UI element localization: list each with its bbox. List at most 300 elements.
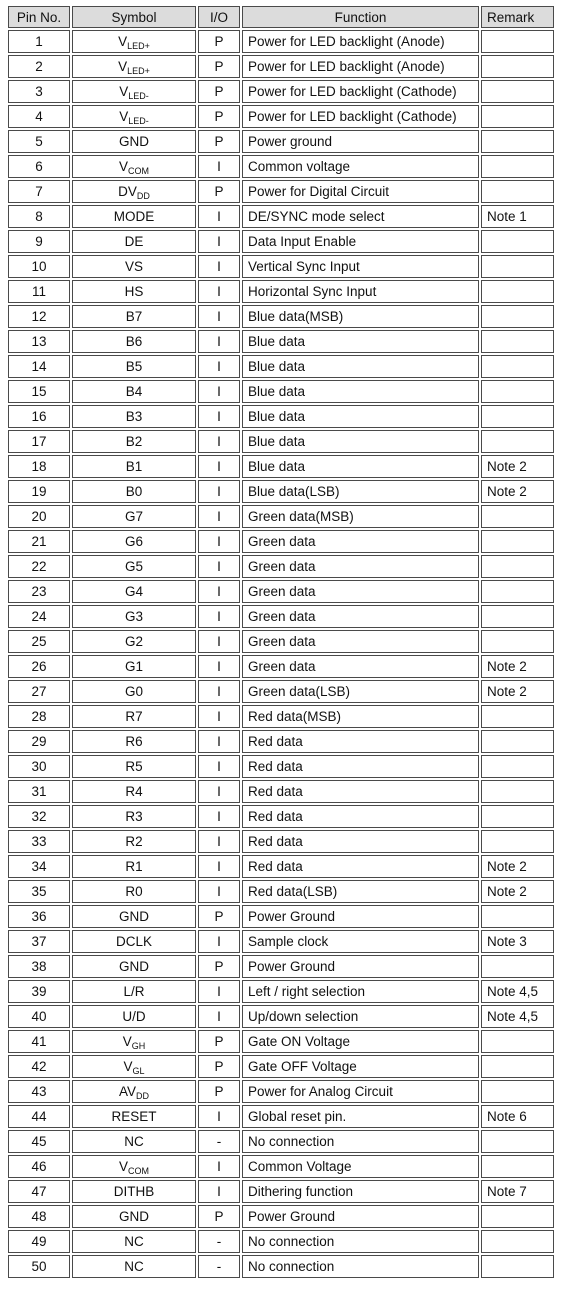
pin-remark [481, 1080, 554, 1103]
pin-io: P [198, 1055, 240, 1078]
pin-function: Power for LED backlight (Anode) [242, 55, 479, 78]
pin-number: 22 [8, 555, 70, 578]
pin-function: Gate OFF Voltage [242, 1055, 479, 1078]
symbol-text: V [122, 1034, 132, 1049]
pin-remark [481, 380, 554, 403]
pin-symbol [72, 580, 196, 603]
pin-symbol [72, 1005, 196, 1028]
table-row [8, 1030, 554, 1053]
pin-io: I [198, 330, 240, 353]
pin-remark [481, 505, 554, 528]
pin-number: 49 [8, 1230, 70, 1253]
symbol-text: R7 [125, 709, 143, 724]
symbol-text: GND [119, 909, 149, 924]
header-io: I/O [198, 6, 240, 28]
table-row [8, 555, 554, 578]
pin-io: I [198, 705, 240, 728]
table-row [8, 130, 554, 153]
pin-function: Common voltage [242, 155, 479, 178]
pin-io: P [198, 80, 240, 103]
pin-remark [481, 780, 554, 803]
symbol-text: G1 [124, 659, 143, 674]
pin-number: 24 [8, 605, 70, 628]
pin-remark: Note 6 [481, 1105, 554, 1128]
pin-function: Power for LED backlight (Cathode) [242, 80, 479, 103]
pin-remark [481, 355, 554, 378]
pin-number: 28 [8, 705, 70, 728]
pin-function: Blue data [242, 355, 479, 378]
pin-remark [481, 1205, 554, 1228]
pin-number: 42 [8, 1055, 70, 1078]
table-row [8, 1205, 554, 1228]
symbol-subscript: COM [128, 166, 149, 176]
pin-function: Red data [242, 805, 479, 828]
pin-symbol [72, 1080, 196, 1103]
symbol-text: GND [119, 959, 149, 974]
pin-function: Green data [242, 555, 479, 578]
symbol-text: R0 [125, 884, 143, 899]
table-row [8, 705, 554, 728]
pin-symbol [72, 830, 196, 853]
symbol-subscript: LED+ [127, 41, 150, 51]
pin-io: P [198, 130, 240, 153]
pin-remark: Note 2 [481, 855, 554, 878]
pin-symbol [72, 880, 196, 903]
pin-number: 12 [8, 305, 70, 328]
header-pin-no: Pin No. [8, 6, 70, 28]
pin-number: 29 [8, 730, 70, 753]
pin-io: I [198, 605, 240, 628]
pin-number: 11 [8, 280, 70, 303]
pin-remark: Note 1 [481, 205, 554, 228]
pin-function: Red data [242, 830, 479, 853]
pin-io: I [198, 455, 240, 478]
symbol-text: MODE [113, 209, 155, 224]
pin-number: 26 [8, 655, 70, 678]
pin-symbol [72, 930, 196, 953]
pin-number: 31 [8, 780, 70, 803]
table-row [8, 230, 554, 253]
header-remark: Remark [481, 6, 554, 28]
pin-io: I [198, 855, 240, 878]
pin-remark [481, 555, 554, 578]
symbol-text: G3 [124, 609, 143, 624]
pin-io: P [198, 905, 240, 928]
pin-number: 39 [8, 980, 70, 1003]
pin-remark [481, 255, 554, 278]
pin-symbol [72, 205, 196, 228]
pin-io: P [198, 1205, 240, 1228]
pin-io: P [198, 180, 240, 203]
pin-function: Blue data [242, 405, 479, 428]
pin-number: 48 [8, 1205, 70, 1228]
pin-remark: Note 2 [481, 880, 554, 903]
pin-function: Blue data(MSB) [242, 305, 479, 328]
pin-io: - [198, 1230, 240, 1253]
pin-symbol [72, 955, 196, 978]
pin-remark [481, 55, 554, 78]
pin-number: 15 [8, 380, 70, 403]
symbol-text: G5 [124, 559, 143, 574]
pin-symbol [72, 280, 196, 303]
table-row [8, 255, 554, 278]
pin-remark: Note 2 [481, 455, 554, 478]
table-row [8, 105, 554, 128]
pin-function: Vertical Sync Input [242, 255, 479, 278]
table-row [8, 680, 554, 703]
pin-remark [481, 630, 554, 653]
pin-number: 9 [8, 230, 70, 253]
table-row [8, 605, 554, 628]
symbol-text: G0 [124, 684, 143, 699]
pin-function: Red data [242, 755, 479, 778]
pin-symbol [72, 105, 196, 128]
table-row [8, 180, 554, 203]
table-row [8, 905, 554, 928]
pin-remark [481, 305, 554, 328]
table-row [8, 505, 554, 528]
symbol-text: DE [124, 234, 144, 249]
symbol-text: VS [124, 259, 143, 274]
pin-number: 27 [8, 680, 70, 703]
pin-function: Green data [242, 580, 479, 603]
pin-symbol [72, 980, 196, 1003]
pin-remark [481, 330, 554, 353]
symbol-text: R5 [125, 759, 143, 774]
pin-number: 7 [8, 180, 70, 203]
pin-remark [481, 1155, 554, 1178]
symbol-text: B6 [125, 334, 143, 349]
symbol-text: GND [119, 1209, 149, 1224]
pin-symbol [72, 730, 196, 753]
pin-io: I [198, 355, 240, 378]
symbol-text: R6 [125, 734, 143, 749]
pin-number: 8 [8, 205, 70, 228]
table-row [8, 1230, 554, 1253]
pin-io: I [198, 480, 240, 503]
pin-symbol [72, 1155, 196, 1178]
symbol-text: NC [124, 1134, 144, 1149]
pin-number: 20 [8, 505, 70, 528]
pin-function: Blue data [242, 430, 479, 453]
pin-remark [481, 705, 554, 728]
pin-function: No connection [242, 1130, 479, 1153]
pin-io: I [198, 755, 240, 778]
pin-io: I [198, 530, 240, 553]
table-row [8, 880, 554, 903]
table-row [8, 980, 554, 1003]
symbol-text: U/D [122, 1009, 146, 1024]
table-row [8, 830, 554, 853]
symbol-text: B5 [125, 359, 143, 374]
pin-function: Common Voltage [242, 1155, 479, 1178]
pin-function: Global reset pin. [242, 1105, 479, 1128]
table-row [8, 1255, 554, 1278]
table-row [8, 1005, 554, 1028]
symbol-text: B1 [125, 459, 143, 474]
pin-number: 14 [8, 355, 70, 378]
table-row [8, 430, 554, 453]
table-row [8, 405, 554, 428]
pin-remark [481, 1130, 554, 1153]
pin-symbol [72, 480, 196, 503]
symbol-text: R2 [125, 834, 143, 849]
table-row [8, 630, 554, 653]
pin-io: I [198, 405, 240, 428]
pin-symbol [72, 1180, 196, 1203]
pin-symbol [72, 505, 196, 528]
pin-symbol [72, 180, 196, 203]
pin-io: I [198, 1155, 240, 1178]
table-header-row [8, 6, 554, 28]
pin-number: 46 [8, 1155, 70, 1178]
pin-function: Red data(MSB) [242, 705, 479, 728]
pin-symbol [72, 805, 196, 828]
pin-remark [481, 405, 554, 428]
pin-symbol [72, 305, 196, 328]
pin-function: Sample clock [242, 930, 479, 953]
pin-number: 32 [8, 805, 70, 828]
pin-io: I [198, 680, 240, 703]
pin-symbol [72, 55, 196, 78]
pin-symbol [72, 455, 196, 478]
symbol-text: R3 [125, 809, 143, 824]
pin-symbol [72, 855, 196, 878]
pin-function: Green data [242, 655, 479, 678]
pin-remark [481, 430, 554, 453]
pin-number: 50 [8, 1255, 70, 1278]
pin-function: Blue data [242, 330, 479, 353]
pin-io: I [198, 880, 240, 903]
pin-io: - [198, 1255, 240, 1278]
table-row [8, 80, 554, 103]
pin-function: Blue data [242, 380, 479, 403]
pin-remark [481, 955, 554, 978]
symbol-subscript: LED+ [127, 66, 150, 76]
pin-symbol [72, 780, 196, 803]
pin-symbol [72, 1055, 196, 1078]
pin-assignment-table [6, 4, 556, 1280]
pin-function: Green data(MSB) [242, 505, 479, 528]
pin-function: Green data [242, 605, 479, 628]
pin-function: Power Ground [242, 905, 479, 928]
table-row [8, 1055, 554, 1078]
pin-symbol [72, 1205, 196, 1228]
table-body [8, 30, 554, 1278]
pin-remark [481, 755, 554, 778]
pin-remark [481, 530, 554, 553]
pin-io: I [198, 980, 240, 1003]
symbol-text: G7 [124, 509, 143, 524]
pin-function: Blue data [242, 455, 479, 478]
table-row [8, 1155, 554, 1178]
pin-symbol [72, 755, 196, 778]
pin-number: 47 [8, 1180, 70, 1203]
table-row [8, 730, 554, 753]
pin-remark [481, 830, 554, 853]
pin-remark: Note 2 [481, 480, 554, 503]
pin-io: I [198, 630, 240, 653]
pin-remark [481, 180, 554, 203]
pin-function: Power Ground [242, 1205, 479, 1228]
pin-io: P [198, 105, 240, 128]
pin-symbol [72, 1230, 196, 1253]
pin-number: 21 [8, 530, 70, 553]
symbol-text: V [118, 59, 128, 74]
symbol-subscript: DD [136, 191, 150, 201]
symbol-text: B0 [125, 484, 143, 499]
table-row [8, 530, 554, 553]
table-row [8, 1105, 554, 1128]
symbol-text: V [119, 84, 129, 99]
symbol-text: V [118, 1159, 128, 1174]
symbol-text: V [123, 1059, 133, 1074]
pin-io: I [198, 830, 240, 853]
pin-number: 17 [8, 430, 70, 453]
table-row [8, 1130, 554, 1153]
pin-remark: Note 3 [481, 930, 554, 953]
symbol-text: B3 [125, 409, 143, 424]
table-row [8, 280, 554, 303]
pin-symbol [72, 80, 196, 103]
pin-function: Red data [242, 730, 479, 753]
pin-io: I [198, 305, 240, 328]
table-row [8, 380, 554, 403]
symbol-subscript: GL [132, 1066, 145, 1076]
pin-io: I [198, 1180, 240, 1203]
pin-number: 16 [8, 405, 70, 428]
pin-remark [481, 730, 554, 753]
pin-io: I [198, 380, 240, 403]
table-row [8, 330, 554, 353]
table-row [8, 755, 554, 778]
symbol-text: NC [124, 1234, 144, 1249]
pin-symbol [72, 430, 196, 453]
pin-remark [481, 130, 554, 153]
pin-symbol [72, 705, 196, 728]
symbol-subscript: DD [136, 1091, 149, 1101]
pin-function: Red data(LSB) [242, 880, 479, 903]
pin-remark [481, 580, 554, 603]
pin-number: 2 [8, 55, 70, 78]
symbol-subscript: COM [128, 1166, 149, 1176]
pin-number: 36 [8, 905, 70, 928]
pin-number: 10 [8, 255, 70, 278]
pin-symbol [72, 1105, 196, 1128]
pin-number: 18 [8, 455, 70, 478]
pin-io: - [198, 1130, 240, 1153]
pin-io: I [198, 430, 240, 453]
pin-io: I [198, 1105, 240, 1128]
pin-io: P [198, 30, 240, 53]
pin-number: 23 [8, 580, 70, 603]
pin-io: I [198, 555, 240, 578]
table-row [8, 355, 554, 378]
table-row [8, 155, 554, 178]
pin-function: Power for LED backlight (Cathode) [242, 105, 479, 128]
pin-io: I [198, 580, 240, 603]
table-row [8, 955, 554, 978]
pin-function: DE/SYNC mode select [242, 205, 479, 228]
pin-number: 3 [8, 80, 70, 103]
pin-symbol [72, 655, 196, 678]
pin-remark: Note 7 [481, 1180, 554, 1203]
pin-remark [481, 155, 554, 178]
pin-number: 4 [8, 105, 70, 128]
pin-remark [481, 805, 554, 828]
pin-symbol [72, 1255, 196, 1278]
symbol-text: NC [124, 1259, 144, 1274]
pin-function: Data Input Enable [242, 230, 479, 253]
pin-remark: Note 4,5 [481, 980, 554, 1003]
symbol-text: G2 [124, 634, 143, 649]
symbol-text: HS [124, 284, 144, 299]
pin-number: 45 [8, 1130, 70, 1153]
pin-remark [481, 280, 554, 303]
pin-symbol [72, 130, 196, 153]
pin-function: No connection [242, 1255, 479, 1278]
pin-number: 35 [8, 880, 70, 903]
symbol-text: B2 [125, 434, 143, 449]
pin-number: 38 [8, 955, 70, 978]
pin-number: 25 [8, 630, 70, 653]
pin-function: Power for LED backlight (Anode) [242, 30, 479, 53]
symbol-text: DV [118, 184, 137, 199]
pin-remark [481, 80, 554, 103]
pin-io: I [198, 930, 240, 953]
pin-remark: Note 4,5 [481, 1005, 554, 1028]
pin-symbol [72, 355, 196, 378]
pin-symbol [72, 530, 196, 553]
pin-function: Power Ground [242, 955, 479, 978]
symbol-text: G6 [124, 534, 143, 549]
pin-number: 19 [8, 480, 70, 503]
symbol-subscript: LED- [128, 91, 149, 101]
pin-io: I [198, 280, 240, 303]
symbol-text: V [119, 109, 129, 124]
table-row [8, 780, 554, 803]
pin-remark [481, 105, 554, 128]
pin-number: 5 [8, 130, 70, 153]
pin-io: P [198, 1030, 240, 1053]
pin-io: I [198, 655, 240, 678]
symbol-text: V [118, 159, 128, 174]
pin-symbol [72, 330, 196, 353]
pin-function: Green data [242, 630, 479, 653]
pin-function: Red data [242, 855, 479, 878]
pin-symbol [72, 255, 196, 278]
pin-symbol [72, 1130, 196, 1153]
pin-remark [481, 1255, 554, 1278]
table-row [8, 655, 554, 678]
symbol-text: B4 [125, 384, 143, 399]
symbol-text: DITHB [113, 1184, 155, 1199]
pin-symbol [72, 155, 196, 178]
pin-symbol [72, 1030, 196, 1053]
pin-number: 1 [8, 30, 70, 53]
symbol-text: DCLK [115, 934, 152, 949]
pin-function: Horizontal Sync Input [242, 280, 479, 303]
pin-number: 13 [8, 330, 70, 353]
pin-number: 34 [8, 855, 70, 878]
pin-remark: Note 2 [481, 655, 554, 678]
pin-number: 30 [8, 755, 70, 778]
pin-function: Green data(LSB) [242, 680, 479, 703]
pin-function: Blue data(LSB) [242, 480, 479, 503]
pin-function: Power for Analog Circuit [242, 1080, 479, 1103]
pin-function: Dithering function [242, 1180, 479, 1203]
pin-number: 33 [8, 830, 70, 853]
